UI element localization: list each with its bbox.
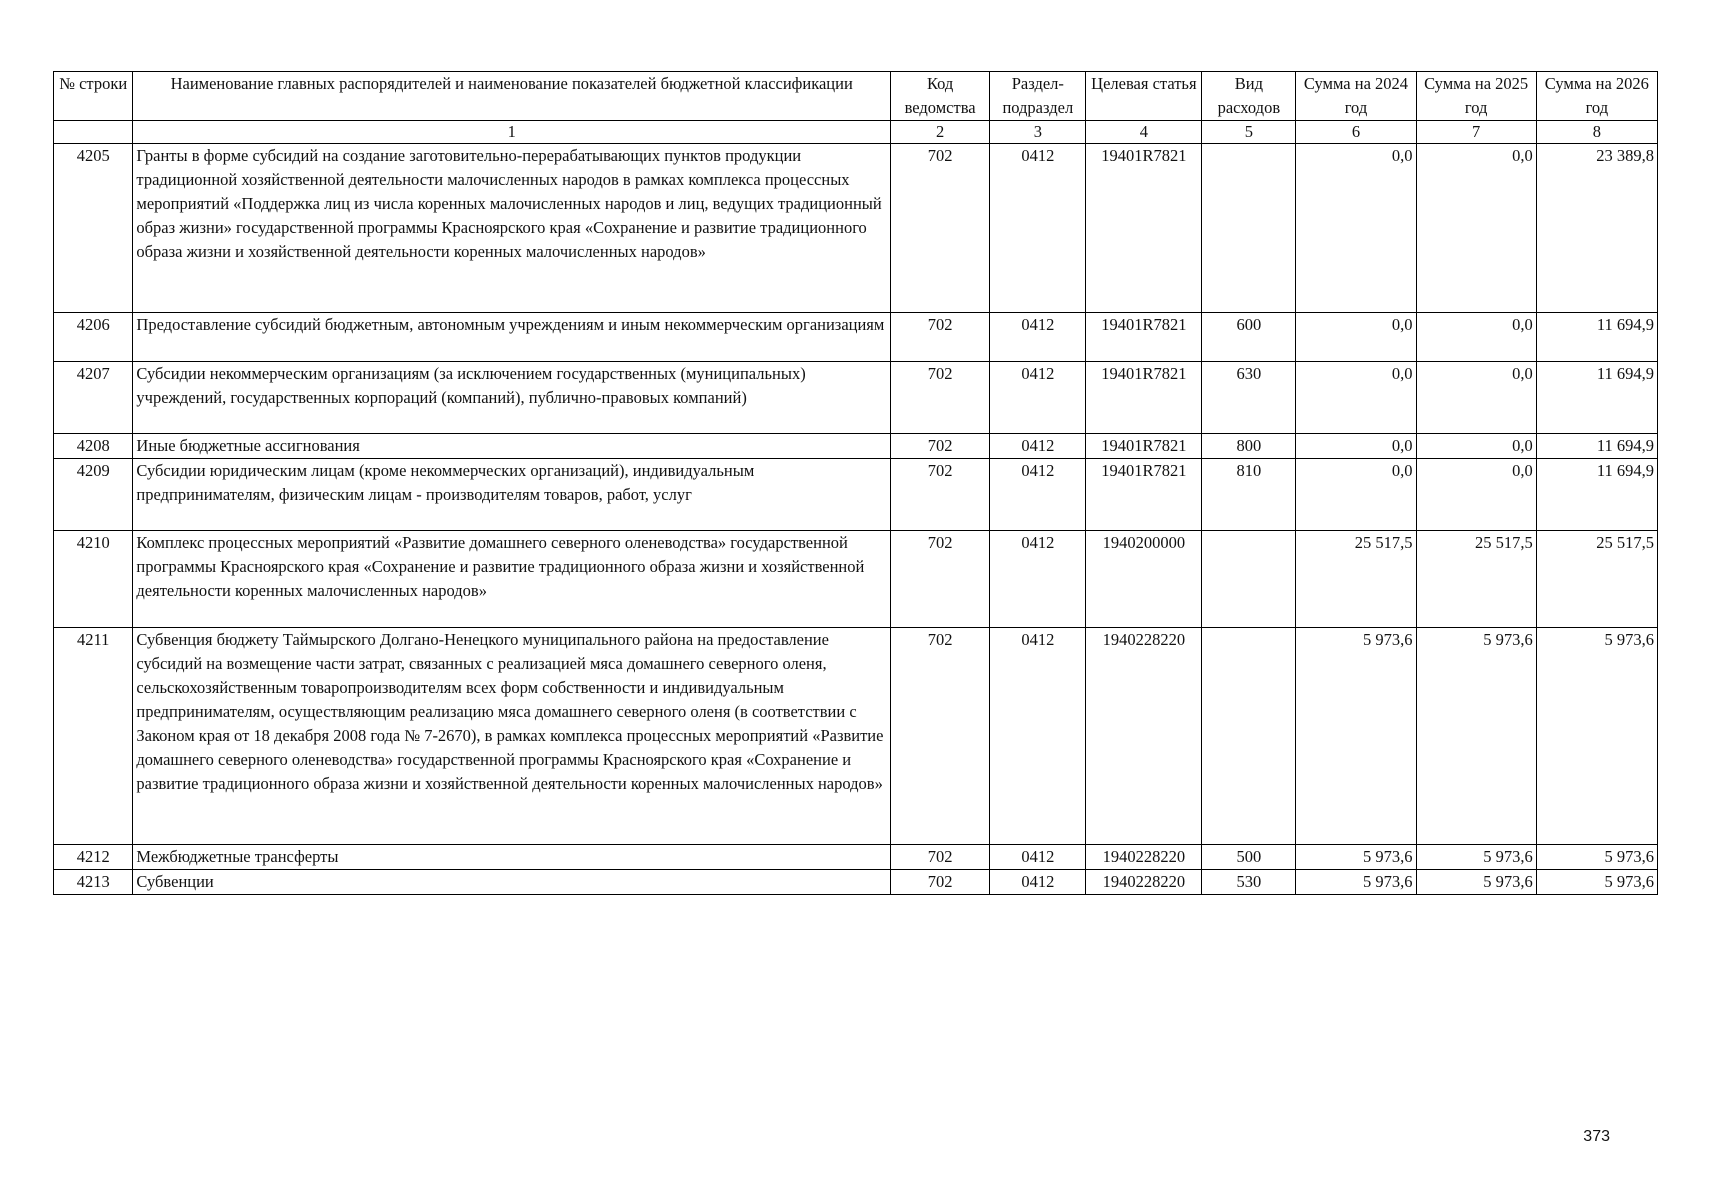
row-section: 0412 <box>990 459 1086 531</box>
row-expense-type: 630 <box>1202 362 1296 434</box>
row-number: 4208 <box>54 434 133 459</box>
row-sum-2025: 0,0 <box>1416 459 1536 531</box>
header-sum-2024: Сумма на 2024 год <box>1296 72 1416 121</box>
header-target-article: Целевая статья <box>1086 72 1202 121</box>
row-sum-2025: 0,0 <box>1416 362 1536 434</box>
row-sum-2025: 25 517,5 <box>1416 531 1536 628</box>
row-number: 4213 <box>54 870 133 895</box>
row-target-article: 1940228220 <box>1086 870 1202 895</box>
row-sum-2024: 0,0 <box>1296 313 1416 362</box>
row-number: 4206 <box>54 313 133 362</box>
row-section: 0412 <box>990 531 1086 628</box>
row-sum-2026: 11 694,9 <box>1536 362 1657 434</box>
header-row-number: № строки <box>54 72 133 121</box>
row-sum-2025: 0,0 <box>1416 434 1536 459</box>
row-dept-code: 702 <box>890 313 989 362</box>
row-number: 4212 <box>54 845 133 870</box>
header-dept-code: Код ведомства <box>890 72 989 121</box>
row-sum-2025: 5 973,6 <box>1416 845 1536 870</box>
row-expense-type: 530 <box>1202 870 1296 895</box>
row-name: Предоставление субсидий бюджетным, автономным учреждениям и иным некоммерческим организациям <box>133 313 891 362</box>
page-number: 373 <box>1583 1128 1610 1145</box>
row-name: Субсидии некоммерческим организациям (за исключением государственных (муниципальных) учреждений, государственных корпораций (компаний), публично-правовых компаний) <box>133 362 891 434</box>
row-expense-type <box>1202 531 1296 628</box>
table-row <box>54 628 1658 845</box>
row-sum-2024: 5 973,6 <box>1296 628 1416 845</box>
row-target-article: 19401R7821 <box>1086 459 1202 531</box>
row-number: 4207 <box>54 362 133 434</box>
row-sum-2026: 5 973,6 <box>1536 870 1657 895</box>
row-dept-code: 702 <box>890 628 989 845</box>
row-dept-code: 702 <box>890 845 989 870</box>
row-number: 4205 <box>54 144 133 313</box>
column-number-row <box>54 121 1658 144</box>
row-number: 4210 <box>54 531 133 628</box>
column-number: 8 <box>1536 121 1657 144</box>
column-number-blank <box>54 121 133 144</box>
row-target-article: 19401R7821 <box>1086 144 1202 313</box>
row-name: Комплекс процессных мероприятий «Развитие домашнего северного оленеводства» государственной программы Красноярского края «Сохранение и развитие традиционного образа жизни и хозяйственной деятельности коренных малочисленных народов» <box>133 531 891 628</box>
row-dept-code: 702 <box>890 144 989 313</box>
column-number: 7 <box>1416 121 1536 144</box>
row-name: Субвенции <box>133 870 891 895</box>
row-section: 0412 <box>990 870 1086 895</box>
row-sum-2026: 5 973,6 <box>1536 628 1657 845</box>
row-expense-type: 800 <box>1202 434 1296 459</box>
table-row <box>54 870 1658 895</box>
row-target-article: 1940228220 <box>1086 628 1202 845</box>
row-target-article: 1940228220 <box>1086 845 1202 870</box>
row-sum-2024: 5 973,6 <box>1296 870 1416 895</box>
row-expense-type: 500 <box>1202 845 1296 870</box>
row-number: 4209 <box>54 459 133 531</box>
row-sum-2025: 5 973,6 <box>1416 870 1536 895</box>
row-expense-type: 810 <box>1202 459 1296 531</box>
header-sum-2025: Сумма на 2025 год <box>1416 72 1536 121</box>
row-sum-2026: 23 389,8 <box>1536 144 1657 313</box>
row-sum-2026: 11 694,9 <box>1536 434 1657 459</box>
row-section: 0412 <box>990 362 1086 434</box>
row-dept-code: 702 <box>890 362 989 434</box>
row-sum-2026: 11 694,9 <box>1536 459 1657 531</box>
header-expense-type: Вид расходов <box>1202 72 1296 121</box>
budget-table <box>53 71 1658 895</box>
table-row <box>54 313 1658 362</box>
row-target-article: 19401R7821 <box>1086 313 1202 362</box>
row-section: 0412 <box>990 144 1086 313</box>
row-sum-2025: 5 973,6 <box>1416 628 1536 845</box>
header-name: Наименование главных распорядителей и наименование показателей бюджетной классификации <box>133 72 891 121</box>
row-sum-2024: 0,0 <box>1296 362 1416 434</box>
row-sum-2025: 0,0 <box>1416 144 1536 313</box>
header-sum-2026: Сумма на 2026 год <box>1536 72 1657 121</box>
row-sum-2026: 25 517,5 <box>1536 531 1657 628</box>
header-section: Раздел-подраздел <box>990 72 1086 121</box>
table-row <box>54 362 1658 434</box>
row-dept-code: 702 <box>890 531 989 628</box>
row-sum-2024: 0,0 <box>1296 434 1416 459</box>
column-number: 5 <box>1202 121 1296 144</box>
row-sum-2024: 25 517,5 <box>1296 531 1416 628</box>
row-sum-2026: 11 694,9 <box>1536 313 1657 362</box>
row-sum-2024: 0,0 <box>1296 459 1416 531</box>
row-dept-code: 702 <box>890 870 989 895</box>
row-section: 0412 <box>990 313 1086 362</box>
table-row <box>54 144 1658 313</box>
row-name: Межбюджетные трансферты <box>133 845 891 870</box>
row-name: Гранты в форме субсидий на создание заготовительно-перерабатывающих пунктов продукции традиционной хозяйственной деятельности малочисленных народов в рамках комплекса процессных мероприятий «Поддержка лиц из числа коренных малочисленных народов и лиц, ведущих традиционный образ жизни» государственной программы Красноярского края «Сохранение и развитие традиционного образа жизни и хозяйственной деятельности коренных малочисленных народов» <box>133 144 891 313</box>
row-expense-type <box>1202 144 1296 313</box>
row-sum-2024: 5 973,6 <box>1296 845 1416 870</box>
column-number: 1 <box>133 121 891 144</box>
column-number: 3 <box>990 121 1086 144</box>
row-target-article: 1940200000 <box>1086 531 1202 628</box>
row-dept-code: 702 <box>890 459 989 531</box>
table-row <box>54 531 1658 628</box>
column-number: 4 <box>1086 121 1202 144</box>
row-sum-2026: 5 973,6 <box>1536 845 1657 870</box>
row-section: 0412 <box>990 845 1086 870</box>
row-dept-code: 702 <box>890 434 989 459</box>
row-target-article: 19401R7821 <box>1086 434 1202 459</box>
table-row <box>54 459 1658 531</box>
row-number: 4211 <box>54 628 133 845</box>
table-row <box>54 845 1658 870</box>
row-expense-type: 600 <box>1202 313 1296 362</box>
row-section: 0412 <box>990 434 1086 459</box>
table-row <box>54 434 1658 459</box>
row-sum-2025: 0,0 <box>1416 313 1536 362</box>
row-sum-2024: 0,0 <box>1296 144 1416 313</box>
row-expense-type <box>1202 628 1296 845</box>
row-name: Иные бюджетные ассигнования <box>133 434 891 459</box>
row-name: Субвенция бюджету Таймырского Долгано-Ненецкого муниципального района на предоставление субсидий на возмещение части затрат, связанных с реализацией мяса домашнего северного оленя, сельскохозяйственным товаропроизводителям всех форм собственности и индивидуальным предпринимателям, осуществляющим реализацию мяса домашнего северного оленя (в соответствии с Законом края от 18 декабря 2008 года № 7-2670), в рамках комплекса процессных мероприятий «Развитие домашнего северного оленеводства» государственной программы Красноярского края «Сохранение и развитие традиционного образа жизни и хозяйственной деятельности коренных малочисленных народов» <box>133 628 891 845</box>
row-section: 0412 <box>990 628 1086 845</box>
row-target-article: 19401R7821 <box>1086 362 1202 434</box>
column-number: 2 <box>890 121 989 144</box>
row-name: Субсидии юридическим лицам (кроме некоммерческих организаций), индивидуальным предпринимателям, физическим лицам - производителям товаров, работ, услуг <box>133 459 891 531</box>
table-header-row <box>54 72 1658 121</box>
column-number: 6 <box>1296 121 1416 144</box>
